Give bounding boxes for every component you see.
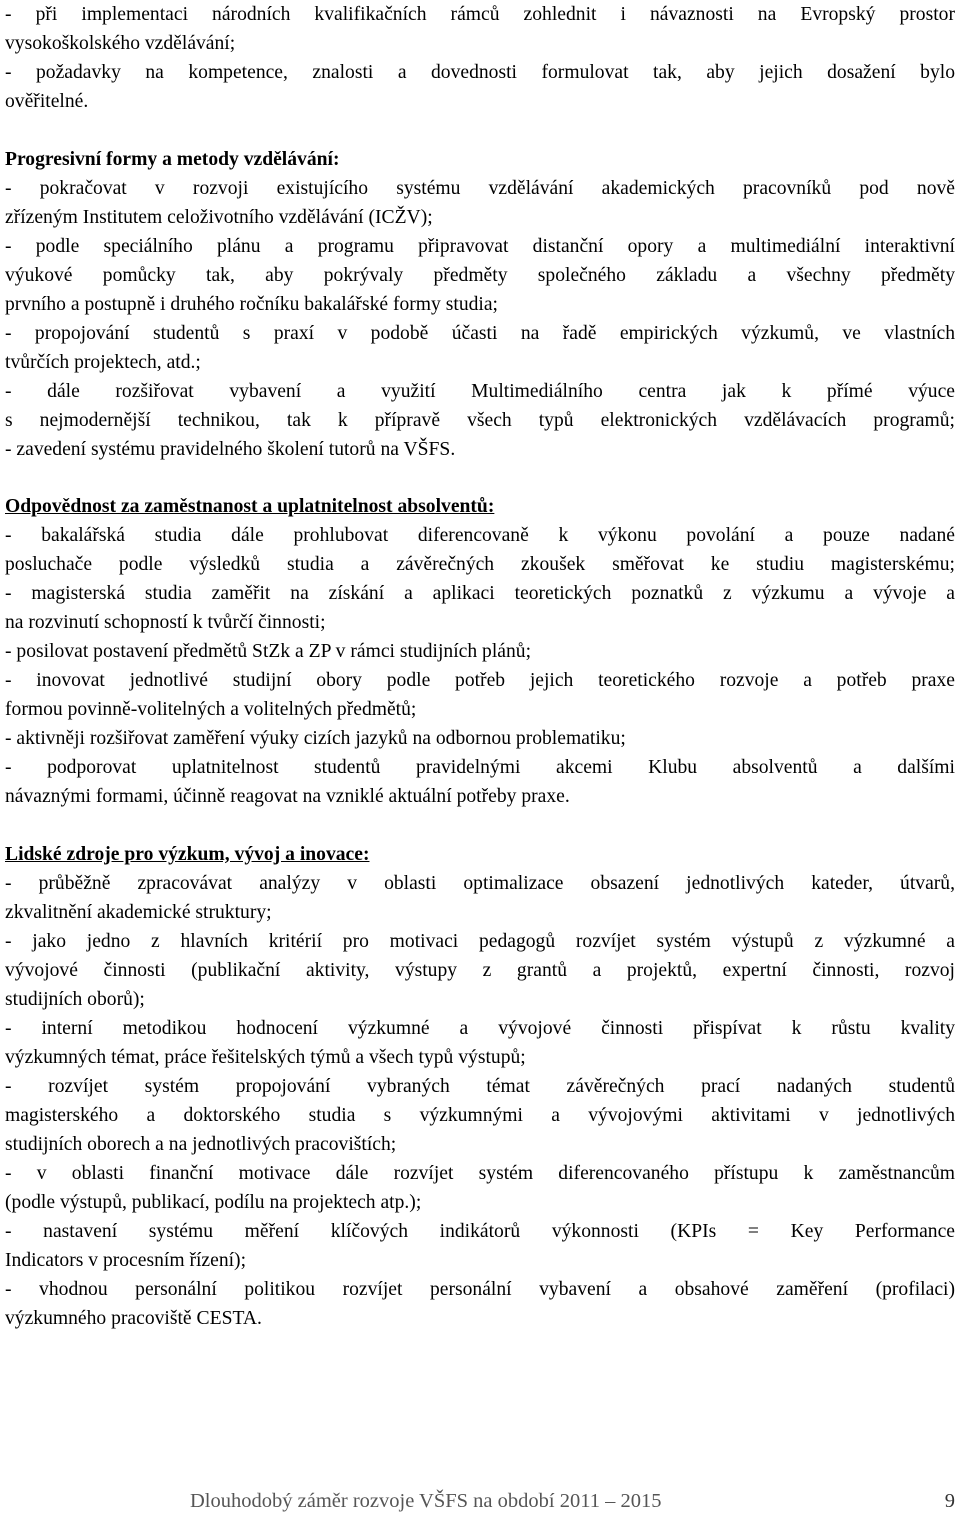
page-footer	[190, 1486, 955, 1516]
paragraph-line: - pokračovat v rozvoji existujícího systému vzdělávání akademických pracovníků pod nově	[5, 178, 955, 199]
paragraph-line: zkvalitnění akademické struktury;	[5, 902, 272, 923]
paragraph-line: s nejmodernější technikou, tak k přípravě všech typů elektronických vzdělávacích programů;	[5, 410, 955, 431]
paragraph-line: magisterského a doktorského studia s výzkumnými a vývojovými aktivitami v jednotlivých	[5, 1105, 955, 1126]
section-human-resources	[5, 840, 955, 1333]
paragraph-line: formou povinně-volitelných a volitelných předmětů;	[5, 699, 417, 720]
paragraph-line: - zavedení systému pravidelného školení tutorů na VŠFS.	[5, 439, 456, 460]
paragraph-line: vývojové činnosti (publikační aktivity, výstupy z grantů a projektů, expertní činnosti, rozvoj	[5, 960, 955, 981]
paragraph-line: - jako jedno z hlavních kritérií pro motivaci pedagogů rozvíjet systém výstupů z výzkumné a	[5, 931, 955, 952]
paragraph-line: ověřitelné.	[5, 91, 89, 112]
paragraph-line: - podporovat uplatnitelnost studentů pravidelnými akcemi Klubu absolventů a dalšími	[5, 757, 955, 778]
paragraph-line: - propojování studentů s praxí v podobě účasti na řadě empirických výzkumů, ve vlastních	[5, 323, 955, 344]
paragraph-line: - při implementaci národních kvalifikačních rámců zohlednit i návaznosti na Evropský prostor	[5, 4, 955, 25]
section-heading: Lidské zdroje pro výzkum, vývoj a inovace:	[5, 844, 370, 865]
paragraph-line: (podle výstupů, publikací, podílu na projektech atp.);	[5, 1192, 422, 1213]
paragraph-line: - podle speciálního plánu a programu připravovat distanční opory a multimediální interaktivní	[5, 236, 955, 257]
paragraph-line: výzkumných témat, práce řešitelských týmů a všech typů výstupů;	[5, 1047, 526, 1068]
paragraph-line: - aktivněji rozšiřovat zaměření výuky cizích jazyků na odbornou problematiku;	[5, 728, 626, 749]
paragraph-line: zřízeným Institutem celoživotního vzdělávání (ICŽV);	[5, 207, 433, 228]
paragraph-line: posluchače podle výsledků studia a závěrečných zkoušek směřovat ke studiu magisterskému;	[5, 554, 955, 575]
paragraph-line: - vhodnou personální politikou rozvíjet personální vybavení a obsahové zaměření (profilaci)	[5, 1279, 955, 1300]
paragraph-line: návaznými formami, účinně reagovat na vzniklé aktuální potřeby praxe.	[5, 786, 570, 807]
paragraph-line: vysokoškolského vzdělávání;	[5, 33, 236, 54]
paragraph-line: - požadavky na kompetence, znalosti a dovednosti formulovat tak, aby jejich dosažení bylo	[5, 62, 955, 83]
section-heading: Progresivní formy a metody vzdělávání:	[5, 149, 340, 170]
paragraph-line: - bakalářská studia dále prohlubovat diferencovaně k výkonu povolání a pouze nadané	[5, 525, 955, 546]
paragraph-line: studijních oborech a na jednotlivých pracovištích;	[5, 1134, 397, 1155]
paragraph-line: tvůrčích projektech, atd.;	[5, 352, 201, 373]
section-heading: Odpovědnost za zaměstnanost a uplatnitelnost absolventů:	[5, 496, 495, 517]
paragraph-line: studijních oborů);	[5, 989, 145, 1010]
paragraph-line: - inovovat jednotlivé studijní obory podle potřeb jejich teoretického rozvoje a potřeb praxe	[5, 670, 955, 691]
paragraph-line: Indicators v procesním řízení);	[5, 1250, 247, 1271]
section-employability	[5, 492, 955, 811]
paragraph-line: výukové pomůcky tak, aby pokrývaly předměty společného základu a všechny předměty	[5, 265, 955, 286]
page-number: 9	[944, 1490, 955, 1512]
paragraph-line: - rozvíjet systém propojování vybraných témat závěrečných prací nadaných studentů	[5, 1076, 955, 1097]
paragraph-line: - posilovat postavení předmětů StZk a ZP v rámci studijních plánů;	[5, 641, 532, 662]
paragraph-line: - průběžně zpracovávat analýzy v oblasti optimalizace obsazení jednotlivých kateder, útvarů,	[5, 873, 955, 894]
paragraph-line: - magisterská studia zaměřit na získání a aplikaci teoretických poznatků z výzkumu a vývoje a	[5, 583, 955, 604]
paragraph-line: - dále rozšiřovat vybavení a využití Multimediálního centra jak k přímé výuce	[5, 381, 955, 402]
paragraph-line: na rozvinutí schopností k tvůrčí činnosti;	[5, 612, 326, 633]
paragraph-line: prvního a postupně i druhého ročníku bakalářské formy studia;	[5, 294, 498, 315]
paragraph-line: - interní metodikou hodnocení výzkumné a vývojové činnosti přispívat k růstu kvality	[5, 1018, 955, 1039]
paragraph-line: - v oblasti finanční motivace dále rozvíjet systém diferencovaného přístupu k zaměstnancům	[5, 1163, 955, 1184]
paragraph-line: výzkumného pracoviště CESTA.	[5, 1308, 262, 1329]
footer-title: Dlouhodobý záměr rozvoje VŠFS na období 2011 – 2015	[190, 1490, 662, 1512]
section-progressive-forms	[5, 145, 955, 464]
intro-block	[5, 0, 955, 116]
paragraph-line: - nastavení systému měření klíčových indikátorů výkonnosti (KPIs = Key Performance	[5, 1221, 955, 1242]
